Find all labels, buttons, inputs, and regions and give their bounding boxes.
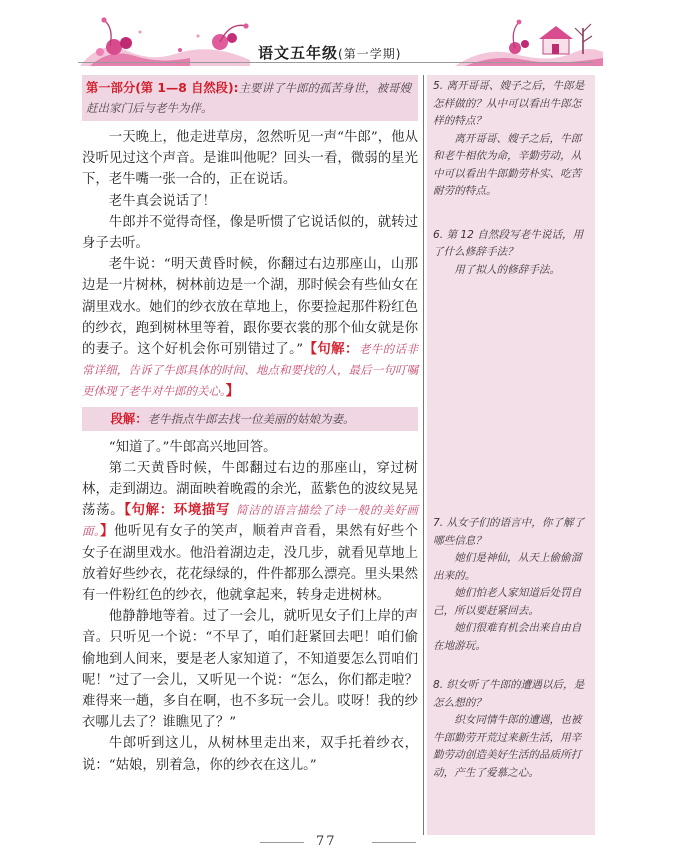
paragraph-summary: [82, 407, 418, 431]
paragraph-2: 老牛真会说话了！: [108, 193, 216, 209]
page-number-rule-left: [260, 842, 304, 843]
note-1-label: 【句解：: [303, 341, 359, 358]
section-summary-label: 第一部分(第 1—8 自然段):: [86, 81, 239, 95]
paragraph-6a: 第二天黄昏时候，牛郎翻过右边的那座山，穿过树林，走到湖边。湖面映着晚霞的余光，蓝紫色的波纹晃晃荡荡。: [82, 460, 418, 519]
header-decoration-left: [80, 10, 280, 66]
note-1-text: 老牛的话非常详细，告诉了牛郎具体的时间、地点和要找的人，最后一句叮嘱更体现了老牛对牛郎的关心。: [82, 342, 418, 399]
answer-7c: 她们很难有机会出来自由自在地游玩。: [433, 622, 582, 652]
paragraph-6b: 他听见有女子的笑声，顺着声音看，果然有好些个女子在湖里戏水。他沿着湖边走，没几步，就看见草地上放着好些纱衣，花花绿绿的，件件都那么漂亮。里头果然有一件粉红色的纱衣，他就拿起来，转身走进树林。: [82, 524, 419, 604]
questions-column: [427, 75, 595, 835]
column-divider: [423, 75, 424, 835]
header-rule: [78, 62, 593, 63]
book-volume: (第一学期): [338, 47, 402, 61]
book-title: [258, 42, 401, 63]
paragraph-4: [82, 254, 418, 402]
answer-8: 织女同情牛郎的遭遇，也被牛郎勤劳开荒过来新生活，用辛勤劳动创造美好生活的品质所打动，产生了爱慕之心。: [433, 714, 582, 779]
paragraph-5: “知道了。”牛郎高兴地回答。: [108, 439, 277, 455]
note-2-label: 【句解：环境描写: [124, 502, 231, 519]
note-2-close: 】: [100, 523, 114, 540]
header-decoration-right: [455, 8, 603, 66]
text-column: [82, 75, 418, 776]
question-8: 8. 织女听了牛郎的遭遇以后，是怎么想的？: [433, 679, 585, 709]
question-5: 5. 离开哥哥、嫂子之后，牛郎是怎样做的？从中可以看出牛郎怎样的特点？: [433, 80, 585, 127]
page-number: 77: [316, 834, 337, 849]
book-title-main: 语文五年级: [258, 44, 339, 62]
paragraph-7: 他静静地等着。过了一会儿，就听见女子们上岸的声音。只听见一个说：“不早了，咱们赶紧回去吧！咱们偷偷地到人间来，要是老人家知道了，不知道要怎么罚咱们呢！”过了一会儿，又听见一个说：“怎么，你们都走啦？难得来一趟，多自在啊，也不多玩一会儿。哎呀！我的纱衣哪儿去了？谁瞧见了？”: [82, 609, 418, 731]
paragraph-6: [82, 458, 418, 606]
answer-6: 用了拟人的修辞手法。: [454, 263, 561, 276]
paragraph-8: 牛郎听到这儿，从树林里走出来，双手托着纱衣，说：“姑娘，别着急，你的纱衣在这儿。”: [82, 736, 418, 773]
answer-7b: 她们怕老人家知道后处罚自己，所以要赶紧回去。: [433, 587, 582, 617]
page-number-rule-right: [372, 842, 416, 843]
paragraph-4-text: 老牛说：“明天黄昏时候，你翻过右边那座山，山那边是一片树林，树林前边是一个湖，那时候会有些仙女在湖里戏水。她们的纱衣放在草地上，你要捡起那件粉红色的纱衣，跑到树林里等着，跟你要衣裳的那个仙女就是你的妻子。这个好机会你可别错过了。”: [82, 257, 418, 358]
answer-7a: 她们是神仙，从天上偷偷溜出来的。: [433, 552, 582, 582]
note-1-close: 】: [225, 383, 240, 400]
paragraph-3: 牛郎并不觉得奇怪，像是听惯了它说话似的，就转过身子去听。: [82, 214, 418, 252]
paragraph-1: 一天晚上，他走进草房，忽然听见一声“牛郎”，他从没听见过这个声音。是谁叫他呢？回头一看，微弱的星光下，老牛嘴一张一合的，正在说话。: [82, 130, 418, 188]
paragraph-summary-label: 段解：: [110, 411, 148, 426]
paragraph-summary-text: 老牛指点牛郎去找一位美丽的姑娘为妻。: [147, 411, 355, 426]
question-6: 6. 第 12 自然段写老牛说话，用了什么修辞手法？: [433, 228, 584, 258]
section-summary-text: 主要讲了牛郎的孤苦身世，被哥嫂赶出家门后与老牛为伴。: [86, 81, 412, 115]
question-7: 7. 从女子们的语言中，你了解了哪些信息？: [433, 517, 585, 547]
answer-5: 离开哥哥、嫂子之后，牛郎和老牛相依为命，辛勤劳动，从中可以看出牛郎勤劳朴实、吃苦耐劳的特点。: [433, 132, 582, 197]
section-summary: [82, 75, 418, 121]
note-2-text: 简洁的语言描绘了诗一般的美好画面。: [82, 503, 419, 539]
